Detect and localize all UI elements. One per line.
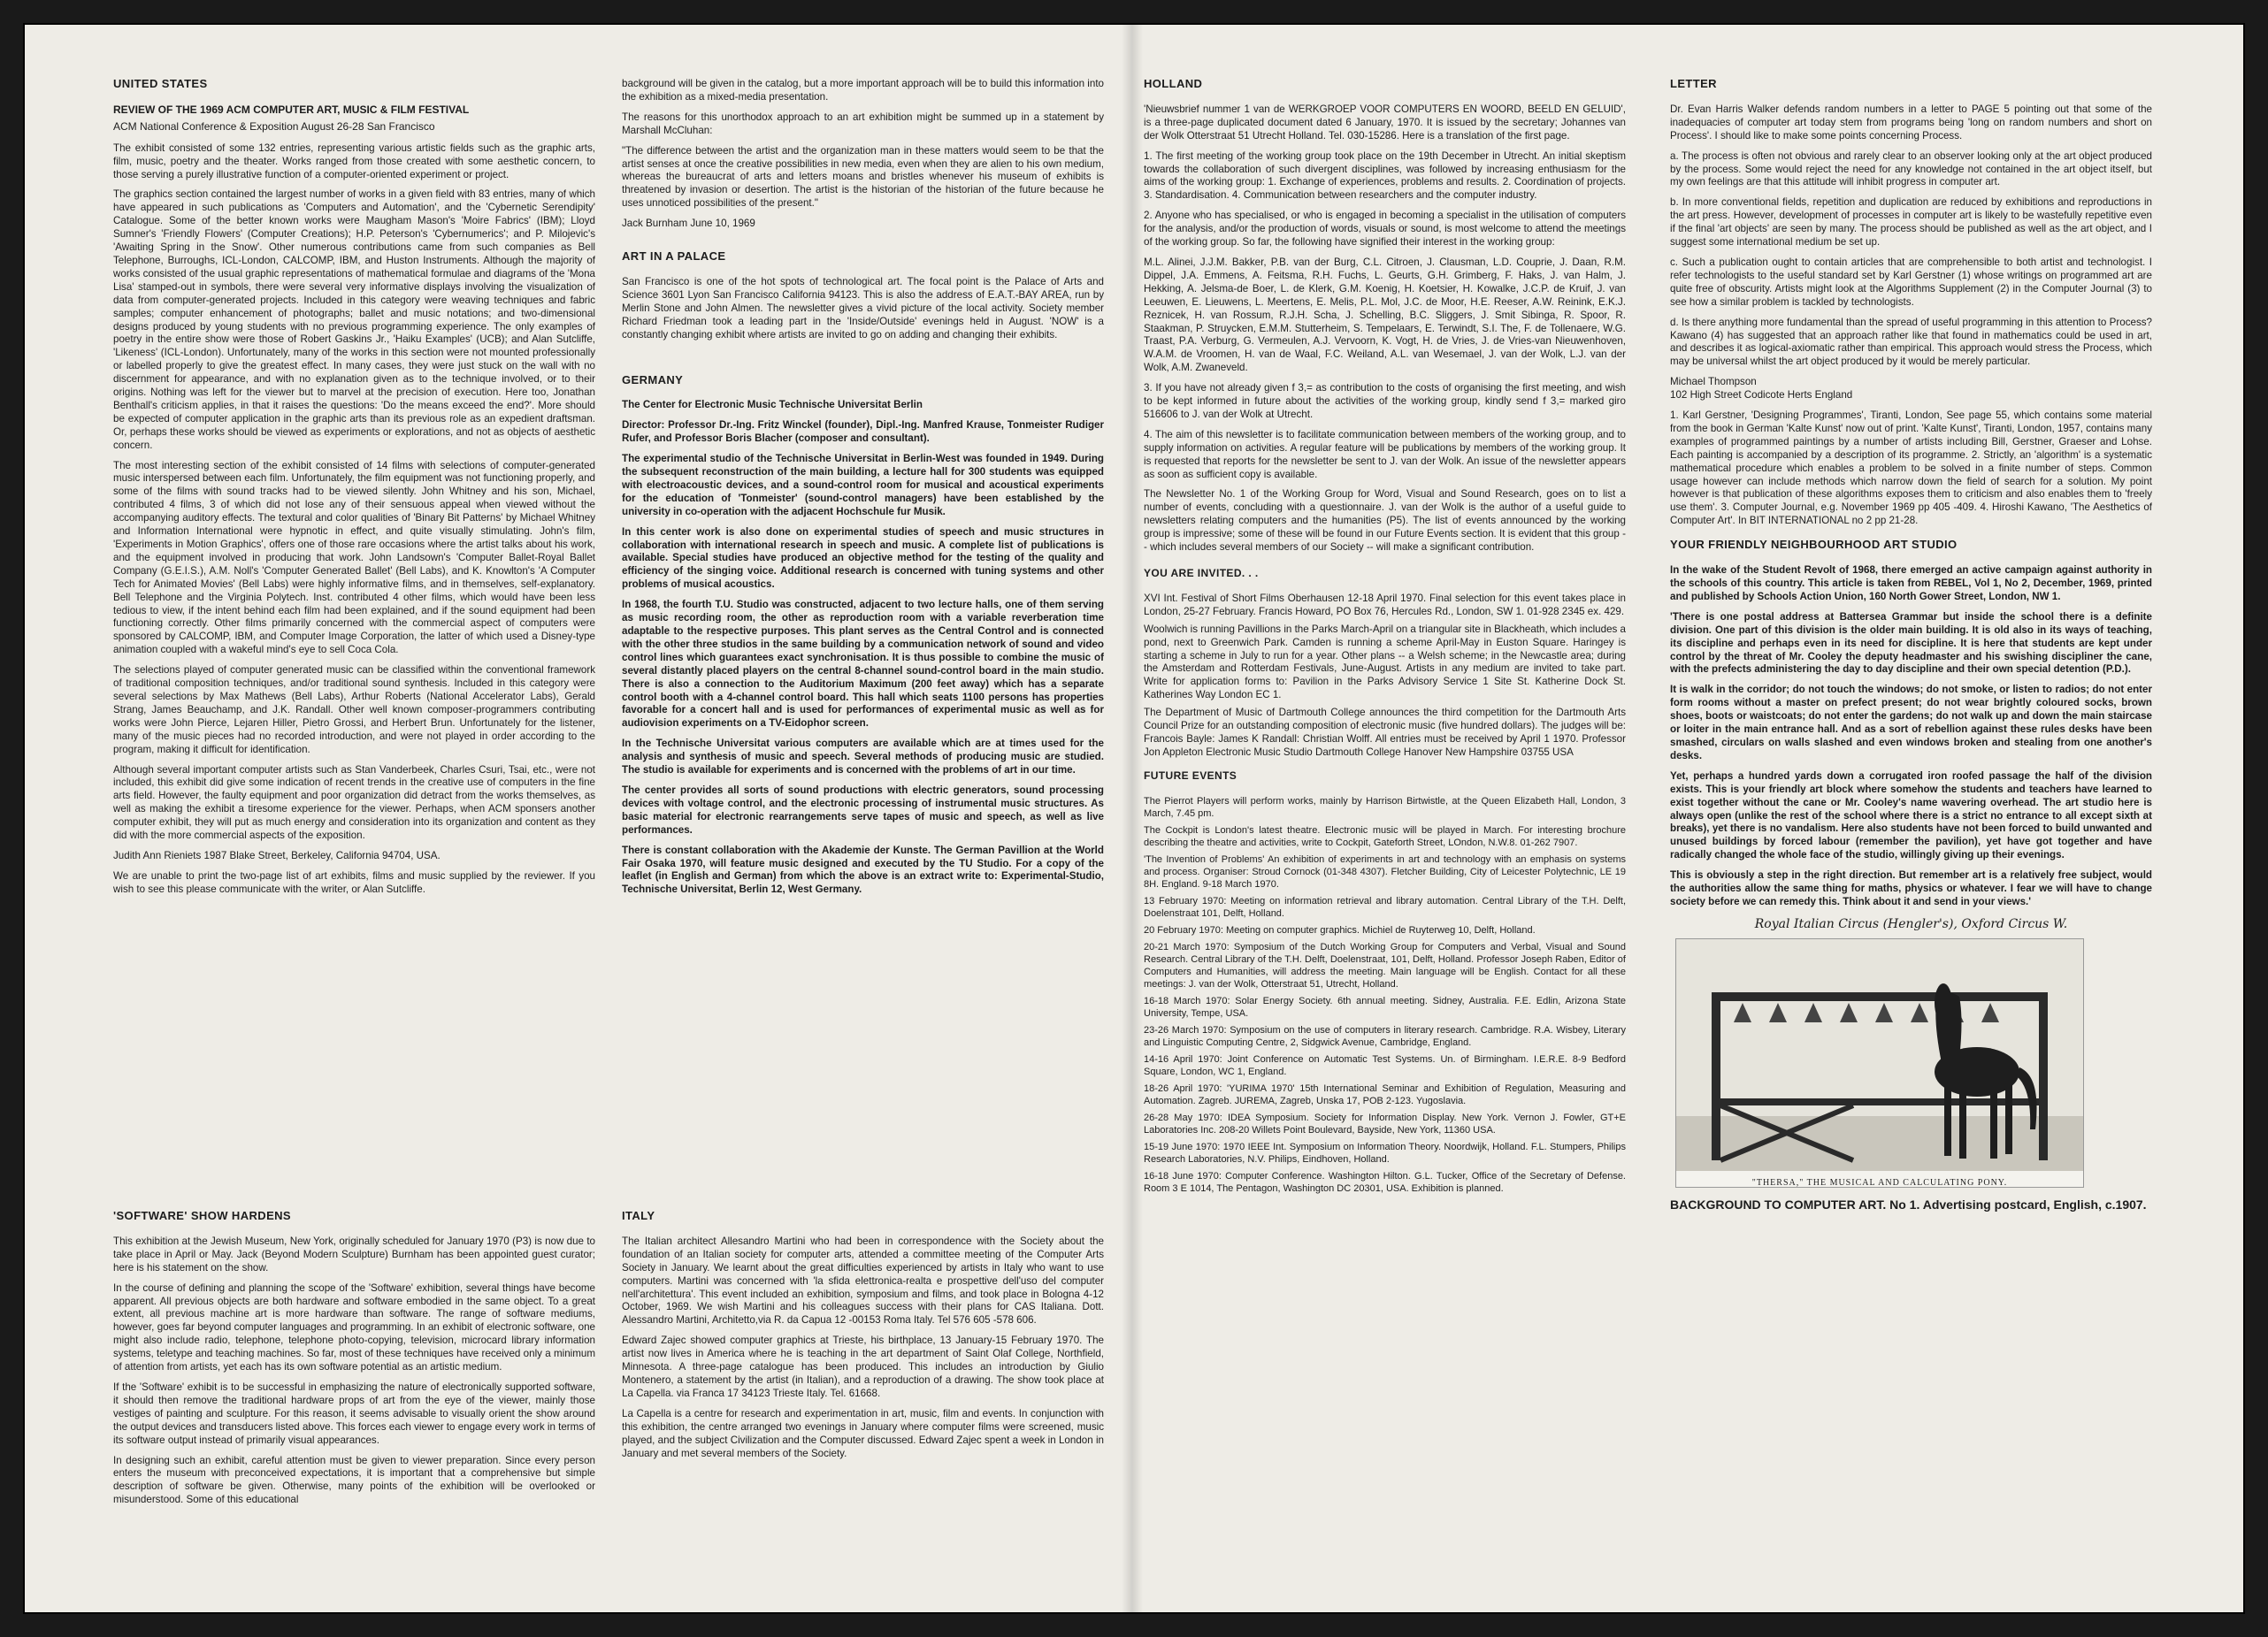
paragraph: 1. The first meeting of the working group took place on the 19th December in Utrecht. An initial skeptism towards the collaboration of such divergent disciplines, was followed by increasing enthusiasm for the aims of the working group: 1. Exchange of experiences, problems and results. 2. Coordination of projects. 3. Standardisation. 4. Communication between researchers and the computer industry. (1144, 149, 1626, 202)
postcard-title: Royal Italian Circus (Hengler's), Oxford Circus W. (1754, 916, 2068, 931)
paragraph: Dr. Evan Harris Walker defends random numbers in a letter to PAGE 5 pointing out that some of the inadequacies of computer art today stem from programs being 'long on random numbers and short on Process'. I should like to make some points concerning Process. (1670, 103, 2152, 142)
paragraph: The Newsletter No. 1 of the Working Group for Word, Visual and Sound Research, goes on to list a number of events, concluding with a questionnaire. J. van der Wolk is the author of a useful guide to newsletters relating computers and the humanities (P5). The list of events announced by the working group is impressive; some of these will be found in our Future Events section. It is evident that this group -- which includes several members of our Society -- will make a significant contribution. (1144, 488, 1626, 554)
newsletter-spread (25, 25, 2243, 1612)
list-item: 16-18 March 1970: Solar Energy Society. 6th annual meeting. Sidney, Australia. F.E. Edlin, Arizona State University, Tempe, USA. (1144, 995, 1626, 1019)
paragraph: 'Nieuwsbrief nummer 1 van de WERKGROEP VOOR COMPUTERS EN WOORD, BEELD EN GELUID', is a three-page duplicated document dated 6 January, 1970. It is issued by the secretary; Johannes van der Wolk Otterstraat 51 Utrecht Holland. Tel. 030-15286. Here is a translation of the first page. (1144, 103, 1626, 142)
paragraph: The most interesting section of the exhibit consisted of 14 films with selections of computer-generated music interspersed between each film. Unfortunately, the film equipment was not functioning properly, and some of the films with sound tracks had to be viewed silently. John Whitney and his son, Michael, contributed 4 films, 3 of which did not lose any of their sensuous appeal when viewed without the accompanying auditory effects. The textural and color qualities of 'Binary Bit Patterns' by Michael Whitney and Information International were hypnotic in effect, and quite visually stimulating. John's film, 'Experiments in Motion Graphics', offers one of those rare occasions where the artist talks about his work, and the equipment involved in producing that work. John Landsown's 'Computer Ballet-Royal Ballet Company (G.E.I.S.), A.M. Noll's 'Computer Generated Ballet' (Bell Labs), and K. Knowlton's 'A Computer Tech for Animated Movies' (Bell Labs) were highly informative films, and in themselves, self-explanatory. Bell Telephone and the Virginia Polytech. Inst. contributed 4 other films, which would have been less tedious to view, if the intent behind each film had been explained, and if the sound equipment had been functioning correctly. Other films primarily concerned with the commercial aspect of computers were sponsored by CALCOMP, IBM, and Computer Image Corporation, the latter of which used a Disney-type animation coupled with a wakeful mind's eye to sell Coca Cola. (113, 459, 595, 656)
center-fold (1122, 25, 1143, 1612)
paragraph: In the wake of the Student Revolt of 1968, there emerged an active campaign against authority in the schools of this country. This article is taken from REBEL, Vol 1, No 2, December, 1969, printed and published by Schools Action Union, 160 North Gower Street, London, NW 1. (1670, 564, 2152, 602)
list-item: 18-26 April 1970: 'YURIMA 1970' 15th International Seminar and Exhibition of Regulation, Measuring and Automation. Zagreb. JUREMA, Zagreb, Unska 17, POB 2-123. Yugoslavia. (1144, 1082, 1626, 1106)
paragraph: b. In more conventional fields, repetition and duplication are reduced by exhibitions and reproductions in the art press. However, development of processes in computer art is likely to be wastefully repetitive even if the final 'art objects' are seen by many. The process should be published as well as the art object, and I suggest some international medium be set up. (1670, 196, 2152, 249)
footnotes: 1. Karl Gerstner, 'Designing Programmes', Tiranti, London, See page 55, which contains some material from the book in German 'Kalte Kunst' now out of print. 'Kalte Kunst', Tiranti, London, 1957, contains many examples of programmed paintings by a number of artists including Bill, Gerstner, Graeser and Lohse. Each painting is accompanied by a description of its programme. 2. Strictly, an 'algorithm' is a systematic mathematical procedure which enables a problem to be solved in a finite number of steps. Common usage however can include methods which narrow down the field of search for a solution. My point however is that publication of these algorithms exposes them to criticism and also enables them to 'freely use them'. 3. Computer Journal, e.g. November 1969 pp 405 -409. 4. Hiroshi Kawano, 'The Aesthetics of Computer Art'. In BIT INTERNATIONAL no 2 pp 21-28. (1670, 409, 2152, 527)
section-heading-holland: HOLLAND (1144, 77, 1203, 90)
section-heading-invited: YOU ARE INVITED. . . (1144, 567, 1259, 579)
signature-address: 102 High Street Codicote Herts England (1670, 389, 1853, 402)
paragraph: 2. Anyone who has specialised, or who is engaged in becoming a specialist in the utilisation of computers for the analysis, and/or the production of words, visuals or sound, is most welcome to attend the meetings of the working group. So far, the following have signified their interest in the working group: (1144, 210, 1626, 249)
column-united-states (113, 78, 595, 904)
section-heading-palace: ART IN A PALACE (622, 249, 726, 264)
paragraph: Woolwich is running Pavillions in the Parks March-April on a triangular site in Blackheath, which includes a pond, next to Greenwich Park. Camden is running a scheme April-May in Euston Square. Haringey is starting a scheme in July to run for a year. Other plans -- a Welsh scheme; in the Newcastle area; during the Amsterdam and Rotterdam Festivals, June-August. Artists in any medium are invited to take part. Write for application forms to: Pavilion in the Parks Advisory Service 1 Site St. Katherine Dock St. Katherines Way London EC 1. (1144, 623, 1626, 701)
paragraph: c. Such a publication ought to contain articles that are comprehensible to both artist and technologist. I refer technologists to the useful standard set by Karl Gerstner (1) whose writings on programmed art are quite free of obscurity. Artists might look at the Algorithms Supplement (2) in the Computer Journal (3) to see how a similar problem is tackled by technologists. (1670, 256, 2152, 308)
list-item: 20-21 March 1970: Symposium of the Dutch Working Group for Computers and Verbal, Visual and Sound Research. Central Library of the T.H. Delft, Doelenstraat, 101, Delft, Holland. Professor Joseph Raben, Editor of Computers and Humanities, will address the meeting. Main language will be English. Contact for all these meetings: J. van der Wolk, Otterstraat 51, Utrecht, Holland. (1144, 941, 1626, 990)
paragraph: If the 'Software' exhibit is to be successful in emphasizing the nature of electronically supported software, it should then remove the traditional hardware props of art from the eye of the viewer, mainly those vestiges of painting and sculpture. For this reason, it seems advisable to visually orient the show around the output devices and transducers listed above. This forces each viewer to engage every work in terms of its software output instead of primarily visual appearances. (113, 1381, 595, 1446)
paragraph: In this center work is also done on experimental studies of speech and music structures in collaboration with international research in speech and music. A complete list of publications is available. Special studies have produced an objective method for the testing of the quality and efficiency of the singing voice. Additional research is concerned with tuning systems and other problems of musical acoustics. (622, 525, 1104, 591)
paragraph: The reasons for this unorthodox approach to an art exhibition might be summed up in a statement by Marshall McCluhan: (622, 111, 1104, 136)
section-heading-italy: ITALY (622, 1209, 655, 1222)
paragraph: The experimental studio of the Technische Universitat in Berlin-West was founded in 1949. During the subsequent reconstruction of the main building, a lecture hall for 300 students was equipped with electroacoustic devices, and a sound-control room for musical and acoustical experiments for the education of 'Tonmeister' (sound-control managers) have been established by the university in co-operation with the adjacent Hochschule fur Musik. (622, 453, 1104, 517)
section-heading-future-events: FUTURE EVENTS (1144, 769, 1237, 782)
list-item: 16-18 June 1970: Computer Conference. Washington Hilton. G.L. Tucker, Office of the Secretary of Defense. Room 3 E 1014, The Pentagon, Washington DC 20301, USA. Exhibition is planned. (1144, 1170, 1626, 1194)
signature: Jack Burnham June 10, 1969 (622, 218, 755, 230)
paragraph: The Center for Electronic Music Technische Universitat Berlin (622, 399, 923, 411)
section-heading-art-studio: YOUR FRIENDLY NEIGHBOURHOOD ART STUDIO (1670, 538, 1958, 552)
column-italy (622, 1210, 1104, 1467)
column-holland (1144, 78, 1626, 1199)
paragraph: a. The process is often not obvious and rarely clear to an observer looking only at the art object produced by the process. Some would reject the need for any knowledge not contained in the art object itself, but my own feelings are that this attitude will inhibit progress in computer art. (1670, 149, 2152, 188)
paragraph: 4. The aim of this newsletter is to facilitate communication between members of the working group, and to supply information on activities. A regular feature will be publications by members of the working group. It is requested that reports for the newsletter be sent to J. van der Wolk. An issue of the newsletter appears as soon as sufficient copy is available. (1144, 428, 1626, 480)
paragraph: 'There is one postal address at Battersea Grammar but inside the school there is a definite division. One part of this division is the older main building. It is old also in its ways of teaching, its discipline and perhaps even in its need for discipline. It is here that students are kept under control by the threat of Mr. Cooley the deputy headmaster and his swishing discipliner the cane, with the prefects administering the day to day discipline and their own special detention (P.D.). (1670, 610, 2152, 676)
paragraph: It is walk in the corridor; do not touch the windows; do not smoke, or listen to radios; do not enter form rooms without a master on prefect present; do not wear brightly coloured socks, brown shoes, boots or waistcoats; do not enter the gardens; do not walk up and down the main staircase or loiter in the main entrance hall. And as a sort of rebellion against these rules desks have been smashed, circulars on walls slashed and even windows broken and stealing from one another's desks. (1670, 684, 2152, 761)
paragraph: This is obviously a step in the right direction. But remember art is a relatively free subject, would the authorities allow the same thing for maths, physics or whatever. I fear we will have to change society before we can remedy this. Think about it and send in your views.' (1670, 869, 2152, 907)
paragraph: The graphics section contained the largest number of works in a given field with 83 entries, many of which have appeared in such publications as 'Computers and Automation', and the 'Cybernetic Serendipity' Catalogue. Some of the better known works were Maugham Mason's 'Moire Fabrics' (IBM); Lloyd Sumner's 'Friendly Flowers' (Computer Creations); H.P. Peterson's 'Cybernumerics'; and P. Milojevic's 'Awaiting Spring in the Snow'. Other numerous contributions came from such companies as Bell Telephone, Burroughs, ICL-London, CALCOMP, IBM, and Huston Instruments. Although the majority of works consisted of the usual graphic representations of mathematical formulae and diagrams of the 'Mona Lisa' stamped-out in symbols, there were several very informative displays involving the visualization of data from computer-generated projects. Included in this category were weaving techniques and fabric samples; computer enhancement of photographs; ballet and music notations; and two-dimensional designs produced by young students with no previous programming experience. The only examples of poetry in the entire show were those of Robert Gaskins Jr., 'Haiku Examples' (UCB); and Alan Sutcliffe, 'Likeness' (ICL-London). Unfortunately, many of the works in this section were not mounted professionally or labelled properly to give the greatest effect. In many cases, they were just stuck on the wall with no discernment for appearance, and with no explanation given as to the technique involved, or to their origins. Nothing was left for the viewer but to marvel at the precision of execution. Here too, Jonathan Benthall's criticism applies, in that it raises the questions: 'Do the means exceed the end?'. More should be expected of computer application in the graphic arts than its previous role as an expedient draftsman. Or, perhaps these works should be viewed as experiments or explorations, and not as objects of aesthetic concern. (113, 188, 595, 451)
section-heading-letter: LETTER (1670, 77, 1717, 90)
list-item: 26-28 May 1970: IDEA Symposium. Society for Information Display. New York. Vernon J. Fowler, GT+E Laboratories Inc. 208-20 Willets Point Boulevard, Bayside, New York, 11360 USA. (1144, 1112, 1626, 1136)
paragraph: This exhibition at the Jewish Museum, New York, originally scheduled for January 1970 (P3) is now due to take place in April or May. Jack (Beyond Modern Sculpture) Burnham has been appointed guest curator; here is his statement on the show. (113, 1235, 595, 1274)
postcard-description: BACKGROUND TO COMPUTER ART. No 1. Advertising postcard, English, c.1907. (1670, 1197, 2147, 1212)
postcard-caption: "THERSA," THE MUSICAL AND CALCULATING PONY. (1751, 1177, 2008, 1188)
list-item: The Cockpit is London's latest theatre. Electronic music will be played in March. For interesting brochure describing the theatre and activities, write to Cockpit, Gateforth Street, LOndon, N.W.8. 01-262 7907. (1144, 824, 1626, 848)
paragraph: There is constant collaboration with the Akademie der Kunste. The German Pavillion at the World Fair Osaka 1970, will feature music designed and executed by the TU Studio. For a copy of the leaflet (in English and German) from which the above is an extract write to: Experimental-Studio, Technische Universitat, Berlin 12, West Germany. (622, 844, 1104, 896)
paragraph: Director: Professor Dr.-Ing. Fritz Winckel (founder), Dipl.-Ing. Manfred Krause, Tonmeister Rudiger Rufer, and Professor Boris Blacher (composer and consultant). (622, 419, 1104, 445)
paragraph: The Italian architect Allesandro Martini who had been in correspondence with the Society about the foundation of an Italian society for computer arts, attended a committee meeting of the Computer Arts Society in January. We learnt about the great difficulties experienced by artists in Italy who want to use computers. Martini was concerned with 'la sfida elettronica-realta e prospettive dell'uso del computer nell'architettura'. This event included an exhibition, symposium and films, and took place in Bologna 4-12 October, 1969. We wish Martini and his colleagues success with their plans for CAS Italiana. Dott. Alessandro Martini, Architetto,via R. da Capua 12 -00153 Roma Italy. Tel 576 605 -578 606. (622, 1235, 1104, 1327)
list-item: 15-19 June 1970: 1970 IEEE Int. Symposium on Information Theory. Noordwijk, Holland. F.L. Stumpers, Philips Research Laboratories, N.V. Philips, Eindhoven, Holland. (1144, 1141, 1626, 1165)
paragraph: Although several important computer artists such as Stan Vanderbeek, Charles Csuri, Tsai, etc., were not included, this exhibit did give some indication of recent trends in the creative use of computers in the fine arts field. However, the faulty equipment and poor organization did detract from the works themselves, as well as making the exhibit a tiresome experience for the viewer. Perhaps, when ACM sponsers another computer exhibit, they will put as much energy and consideration into its organization and content as they did with the more commercial aspects of the exposition. (113, 763, 595, 842)
paragraph: The Department of Music of Dartmouth College announces the third competition for the Dartmouth Arts Council Prize for an outstanding composition of electronic music (five hundred dollars). The judges will be: Francois Bayle: James K Randall: Christian Wolff. All entries must be received by April 1 1970. Professor Jon Appleton Electronic Music Studio Dartmouth College Hanover New Hampshire 03755 USA (1144, 707, 1626, 758)
paragraph: San Francisco is one of the hot spots of technological art. The focal point is the Palace of Arts and Science 3601 Lyon San Francisco California 94123. This is also the address of E.A.T.-BAY AREA, run by Merlin Stone and John Almen. The newsletter gives a vivid picture of the local activity. Society member Richard Friedman took a leading part in the 'Inside/Outside' evenings held in August. 'NOW' is a constantly changing exhibit where artists are invited to go on adding and changing their exhibits. (622, 275, 1104, 340)
paragraph: In 1968, the fourth T.U. Studio was constructed, adjacent to two lecture halls, one of them serving as music recording room, the other as reproduction room with a variable reverberation time adaptable to the respective purposes. This plant serves as the Central Control and is connected with the other three studios in the same building by a communication network of sound and video control lines which guarantees exact synchronisation. It is thus possible to combine the music of several distantly placed players on the central 8-channel sound-control board in the main studio. There is also a connection to the Auditorium Maximum (200 feet away) which has a separate control booth with a 4-channel control board. This hall which seats 1100 persons has properties favorable for a concert hall and is used for performances of experimental music as well as for audiovision experiments on a TV-Eidophor screen. (622, 599, 1104, 730)
signature: Judith Ann Rieniets 1987 Blake Street, Berkeley, California 94704, USA. (113, 849, 441, 861)
paragraph: 3. If you have not already given f 3,= as contribution to the costs of organising the first meeting, and wish to be kept informed in future about the activities of the working group, kindly send f 3,= marked giro 516606 to J. van der Wolk at Utrecht. (1144, 382, 1626, 420)
paragraph: The exhibit consisted of some 132 entries, representing various artistic fields such as the graphic arts, film, music, poetry and the theater. Works ranged from those created with some aesthetic concern, to those serving a purely illustrative function of a computer-oriented experiment or project. (113, 142, 595, 180)
paragraph: Edward Zajec showed computer graphics at Trieste, his birthplace, 13 January-15 February 1970. The artist now lives in America where he is teaching in the art department of Saint Olaf College, Northfield, Minnesota. A three-page catalogue has been produced. This includes an introduction by Giulio Montenero, a statement by the artist (in Italian), and a reproduction of a drawing. The show took place at La Capella. via Franca 17 34123 Trieste Italy. Tel. 61668. (622, 1335, 1104, 1399)
column-letter (1670, 78, 2152, 1213)
list-item: The Pierrot Players will perform works, mainly by Harrison Birtwistle, at the Queen Elizabeth Hall, London, 3 March, 7.45 pm. (1144, 795, 1626, 819)
paragraph: In the course of defining and planning the scope of the 'Software' exhibition, several things have become apparent. All previous objects are both hardware and software embodied in the same object. To a great extent, all previous machine art is more hardware than software. The range of software mediums, however, goes far beyond computer languages and programming. In an exhibit of electronic software, one might also include radio, telephone, telephone photo-copying, television, microcard library information systems, teletype and teaching machines. So far, most of these techniques have received only a minimum of attention from artists, yet each has its own software potential as an artistic medium. (113, 1281, 595, 1373)
pony-illustration (1676, 939, 2083, 1171)
paragraph: d. Is there anything more fundamental than the spread of useful programming in this attention to Process? Kawano (4) has suggested that an approach rather like that found in mathematics could be used in art, and describes it as logical-axiomatic rather than empirical. This approach would stress the Process, which may be universal whilst the art object produced by it would be merely particular. (1670, 316, 2152, 368)
article-title: REVIEW OF THE 1969 ACM COMPUTER ART, MUSIC & FILM FESTIVAL (113, 103, 470, 116)
list-item: 23-26 March 1970: Symposium on the use of computers in literary research. Cambridge. R.A. Wisbey, Literary and Linguistic Computing Centre, 2, Sidgwick Avenue, Cambridge, England. (1144, 1024, 1626, 1048)
paragraph: In designing such an exhibit, careful attention must be given to viewer preparation. Since every person enters the museum with preconceived expectations, it is important that a comprehensive but simple description of software be given. Otherwise, many points of the exhibition will be overlooked or misunderstood. Some of this educational (113, 1454, 595, 1506)
list-item: 'The Invention of Problems' An exhibition of experiments in art and technology with an emphasis on systems and process. Organiser: Stroud Cornock (01-348 4307). Fletcher Building, City of Leicester Polytechnic, LE 19 8H. England. 9-18 March 1970. (1144, 853, 1626, 890)
list-item: 20 February 1970: Meeting on computer graphics. Michiel de Ruyterweg 10, Delft, Holland. (1144, 924, 1536, 936)
column-software (113, 1210, 595, 1514)
section-heading-germany: GERMANY (622, 372, 684, 386)
paragraph: In the Technische Universitat various computers are available which are at times used for the analysis and synthesis of music and speech. Several methods of producing music are studied. The studio is available for experiments and is concerned with the problems of art in our time. (622, 738, 1104, 776)
quotation: "The difference between the artist and the organization man in these matters would seem to be that the artist senses at once the creative possibilities in new media, even when they are alien to his own medium, whereas the bureaucrat of arts and letters moans and bristles whenever his museum of exhibits is threatened by invasion or desertion. The artist is the historian of the historian of the future because he uses unnoticed possibilities of the present." (622, 144, 1104, 210)
postcard-image (1675, 938, 2084, 1188)
future-events-list (1144, 795, 1626, 1195)
signature-name: Michael Thompson (1670, 376, 1757, 388)
paragraph: Yet, perhaps a hundred yards down a corrugated iron roofed passage the half of the division exists. This is your friendly art block where somehow the students and teachers have learned to exist together without the cane or Mr. Cooley's name wavering overhead. The art studio here is always open (unlike the rest of the school where there is a strict no entrance to all except sixth at breaks), yet there is no vandalism. Here also students have not been forced to build unwanted and unused buildings by forced labour (remember the pavilion), yet have got together and have radically changed the whole face of the studio, willingly giving up their evenings. (1670, 769, 2152, 861)
article-subtitle: ACM National Conference & Exposition August 26-28 San Francisco (113, 119, 435, 133)
paragraph: background will be given in the catalog, but a more important approach will be to build this information into the exhibition as a mixed-media presentation. (622, 78, 1104, 103)
paragraph: We are unable to print the two-page list of art exhibits, films and music supplied by the reviewer. If you wish to see this please communicate with the writer, or Alan Sutcliffe. (113, 869, 595, 895)
paragraph: The selections played of computer generated music can be classified within the conventional framework of traditional composition techniques, and/or traditional sound synthesis. Included in this category were several selections by Max Mathews (Bell Labs), Arthur Roberts (National Accelerator Labs), Gerald Strang, James Beauchamp, and J.K. Randall. Other well known composer-programmers contributing works were John Pierce, Lejaren Hiller, Pietro Grossi, and Herbert Brun. Unfortunately for the listener, many of the music pieces had no recorded introduction, and were not played in order according to the program, making it difficult for identification. (113, 664, 595, 755)
paragraph: The center provides all sorts of sound productions with electric generators, sound processing devices with voltage control, and the electronic processing of instrumental music structures. As basic material for electronic rearrangements serve tapes of music and speech, as well as live performances. (622, 784, 1104, 836)
section-heading-software: 'SOFTWARE' SHOW HARDENS (113, 1209, 291, 1222)
paragraph: La Capella is a centre for research and experimentation in art, music, film and events. In conjunction with this exhibition, the centre arranged two evenings in January where computer films were screened, music played, and the subject Civilization and the Computer discussed. Edward Zajec spent a week in London in January and met several members of the Society. (622, 1407, 1104, 1459)
paragraph: XVI Int. Festival of Short Films Oberhausen 12-18 April 1970. Final selection for this event takes place in London, 25-27 February. Francis Howard, PO Box 76, Hercules Rd., London, SW 1. 01-928 2345 ex. 429. (1144, 592, 1626, 617)
section-heading-united-states: UNITED STATES (113, 77, 208, 90)
column-middle-left (622, 78, 1104, 904)
list-item: 14-16 April 1970: Joint Conference on Automatic Test Systems. Un. of Birmingham. I.E.R.E. 8-9 Bedford Square, London, WC 1, England. (1144, 1053, 1626, 1077)
paragraph: M.L. Alinei, J.J.M. Bakker, P.B. van der Burg, C.L. Citroen, J. Clausman, L.D. Couprie, J. Daan, R.M. Dippel, J.A. Emmens, A. Feitsma, R.H. Fuchs, L. Geurts, G.H. Grimberg, F. Haks, J. van Halm, J. Hekking, A. Jelsma-de Boer, L. de Klerk, G.M. Koenig, H. Koetsier, H. Kowalke, J.C.P. de Kruif, J. van Leeuwen, E. Lieuwens, L. Meertens, E. Melis, P.L. Mol, J.C. de Moor, H.E. Reeser, A.W. Reinink, E.K.J. Reznicek, H. van Rossum, R.J.H. Scha, J. Schelling, B.C. Sliggers, J. Smit Sibinga, R. Spoor, R. Staakman, P. Struycken, E.M.M. Stutterheim, S. Tempelaars, E. Terwindt, S.I. The, F. de Tollenaere, W.G. Traast, P.A. Verburg, G. Vermeulen, A.J. Vervoorn, K. Vogt, H. de Vries, J. de Vries-van Nieuwenhoven, W.A.M. de Vroomen, H. van de Waal, F.C. Weiland, A.L. van Wesemael, J. van der Wolk, L.J. van der Wolk, A.M. Zwaneveld. (1144, 256, 1626, 374)
list-item: 13 February 1970: Meeting on information retrieval and library automation. Central Library of the T.H. Delft, Doelenstraat 101, Delft, Holland. (1144, 895, 1626, 919)
